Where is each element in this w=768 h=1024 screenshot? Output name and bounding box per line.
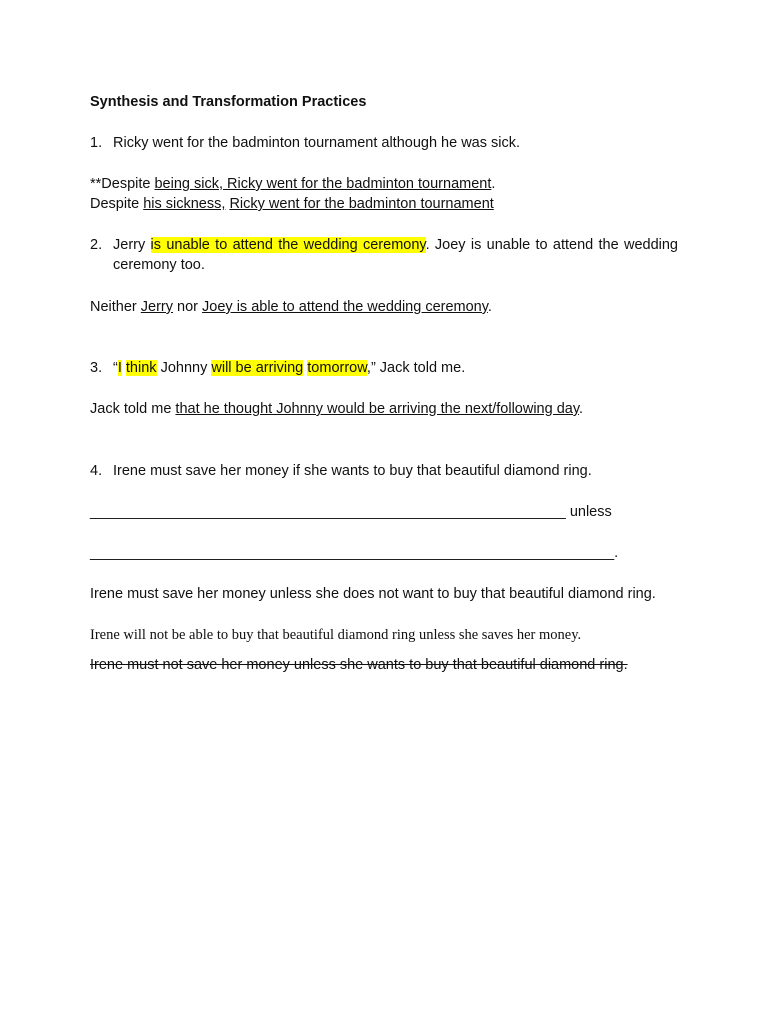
answer-4a: Irene must save her money unless she does not want to buy that beautiful diamond ring. — [90, 586, 656, 602]
answer-2 — [90, 297, 678, 317]
question-1-number: 1. — [90, 135, 103, 151]
answer-4b: Irene will not be able to buy that beautiful diamond ring unless she saves her money. — [90, 627, 582, 643]
answer-2-part-2: nor — [173, 299, 203, 315]
question-3-text-2: ,” Jack told me. — [366, 360, 466, 376]
answer-1a-prefix: **Despite — [90, 176, 155, 192]
question-2-text — [90, 235, 678, 275]
fill-blank-line-1: ___________________________________________________________ unless — [90, 504, 612, 520]
question-2-highlight: is unable to attend the wedding ceremony — [150, 237, 426, 253]
question-2 — [90, 235, 678, 275]
question-2-number: 2. — [90, 237, 103, 253]
question-3-text-1: Johnny — [156, 360, 212, 376]
document-title: Synthesis and Transformation Practices — [90, 94, 367, 110]
answer-2-underlined-1: Jerry — [140, 299, 174, 315]
answer-2-end: . — [487, 299, 492, 315]
question-4-number: 4. — [90, 463, 103, 479]
answer-1b — [90, 194, 678, 214]
question-2-pre: Jerry — [113, 237, 151, 253]
answer-3-prefix: Jack told me — [90, 401, 176, 417]
answer-1a-underlined: being sick, Ricky went for the badminton tournament — [154, 176, 492, 192]
answer-3 — [90, 399, 678, 419]
question-1 — [90, 133, 678, 153]
question-4 — [90, 461, 678, 481]
question-3-highlight-3: will be arriving — [211, 360, 304, 376]
fill-blank-line-2: _________________________________________________________________. — [90, 545, 619, 561]
answer-1a — [90, 174, 678, 194]
question-4-text: Irene must save her money if she wants to buy that beautiful diamond ring. — [113, 463, 592, 479]
question-3-highlight-1: I — [117, 360, 122, 376]
question-3 — [90, 358, 678, 378]
answer-4c-struck-text: Irene must not save her money unless she wants to buy that beautiful diamond ring. — [90, 657, 628, 673]
answer-4c-struck — [90, 655, 678, 675]
answer-1b-prefix: Despite — [90, 196, 144, 212]
answer-2-part-1: Neither — [90, 299, 141, 315]
question-1-text: Ricky went for the badminton tournament although he was sick. — [113, 135, 521, 151]
answer-1a-end: . — [491, 176, 496, 192]
question-2-post: . Joey is unable to attend the wedding ceremony too. — [113, 237, 678, 273]
question-3-text — [90, 358, 678, 378]
answer-1b-underlined-1: his sickness, — [143, 196, 226, 212]
answer-1b-underlined-2: Ricky went for the badminton tournament — [229, 196, 494, 212]
question-3-open-quote: “ — [113, 360, 118, 376]
answer-3-underlined: that he thought Johnny would be arriving the next/following day — [175, 401, 580, 417]
question-3-highlight-4: tomorrow — [307, 360, 367, 376]
question-3-number: 3. — [90, 360, 103, 376]
answer-2-underlined-2: Joey is able to attend the wedding ceremony — [202, 299, 488, 315]
answer-3-end: . — [579, 401, 584, 417]
question-3-highlight-2: think — [125, 360, 157, 376]
